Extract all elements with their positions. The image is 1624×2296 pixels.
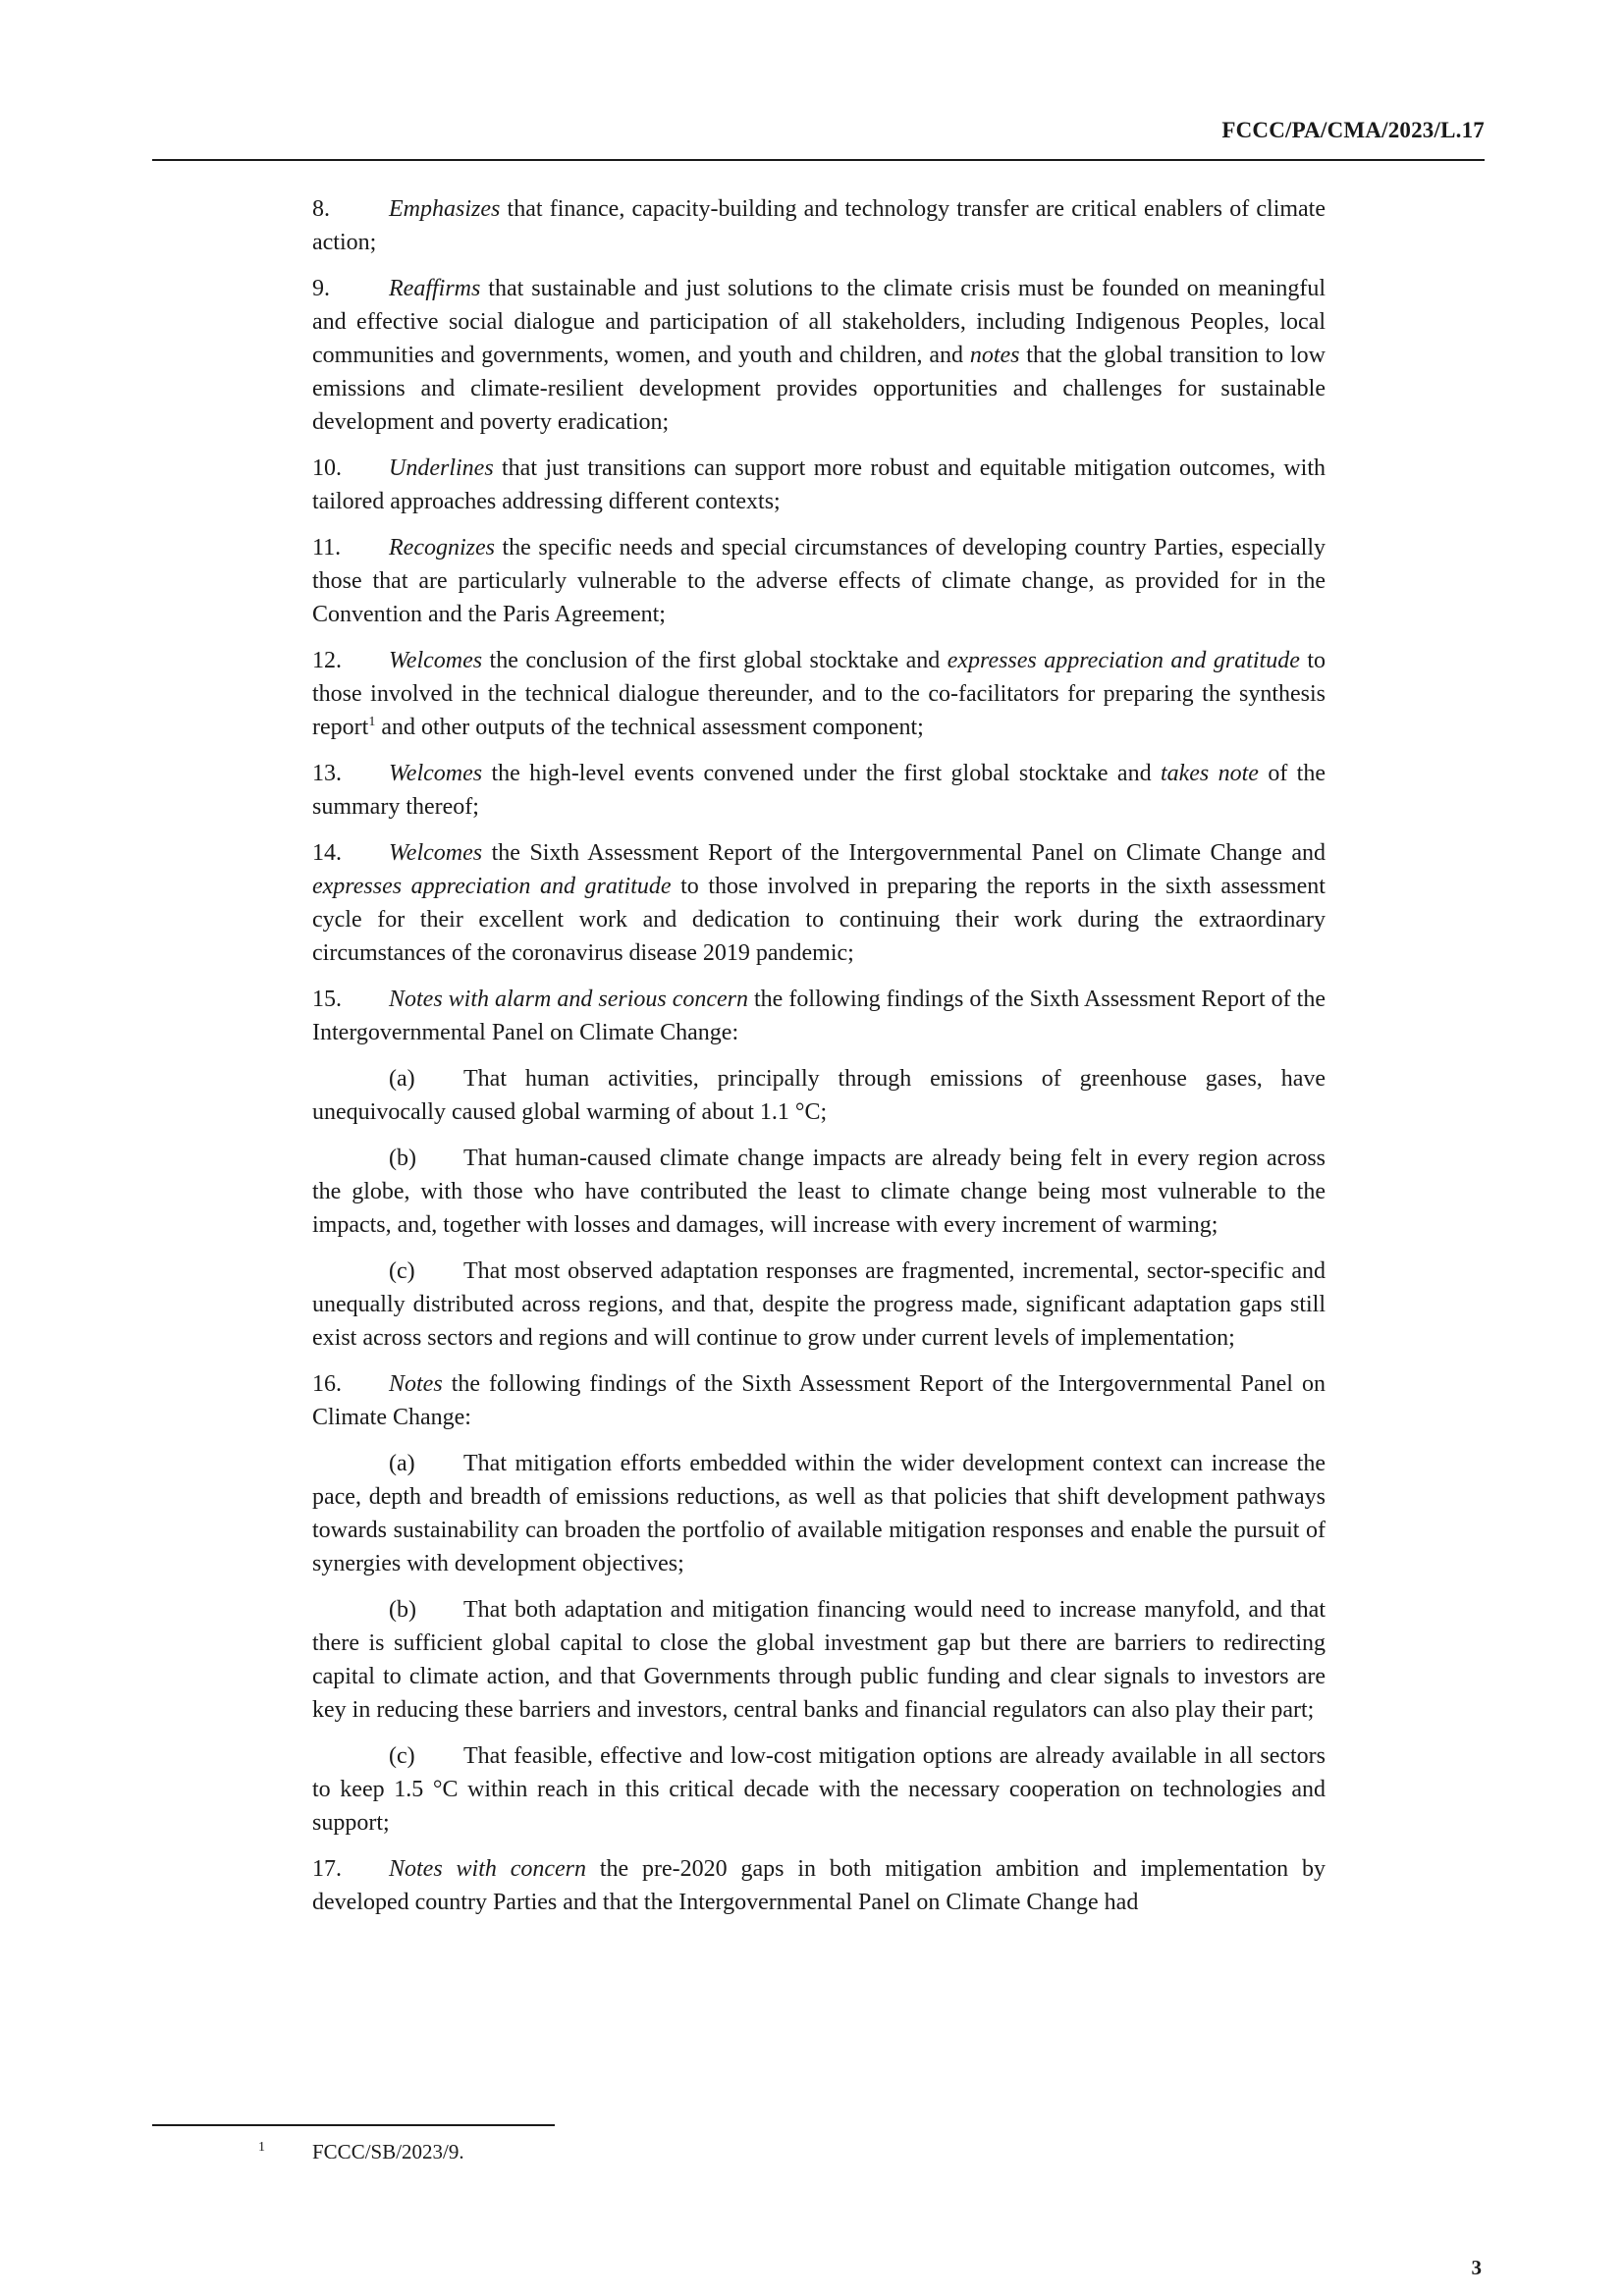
- sub-paragraph: [312, 1062, 1326, 1129]
- paragraph-number: 17.: [312, 1856, 342, 1882]
- operative-verb: Recognizes: [389, 535, 495, 561]
- operative-verb: Emphasizes: [389, 196, 501, 222]
- sub-paragraph: [312, 1255, 1326, 1355]
- paragraph-number: 16.: [312, 1371, 342, 1397]
- sub-paragraph-label: (c): [389, 1743, 415, 1769]
- paragraph-number: 13.: [312, 761, 342, 786]
- paragraph: [312, 1852, 1326, 1919]
- paragraph: [312, 452, 1326, 518]
- paragraph: [312, 983, 1326, 1049]
- paragraph-text: the following findings of the Sixth Assessment Report of the Intergovernmental Panel on Climate Change:: [312, 1371, 1326, 1430]
- paragraph-text: That both adaptation and mitigation financing would need to increase manyfold, and that there is sufficient global capital to close the global investment gap but there are barriers to redirecting capital to climate action, and that Governments through public funding and clear signals to investors are key in reducing these barriers and investors, central banks and financial regulators can also play their part;: [312, 1597, 1326, 1723]
- paragraph-number: 9.: [312, 276, 330, 301]
- sub-paragraph: [312, 1739, 1326, 1840]
- paragraph-text: the specific needs and special circumstances of developing country Parties, especially those that are particularly vulnerable to the adverse effects of climate change, as provided for in the Convention and the Paris Agreement;: [312, 535, 1326, 627]
- footnote-divider: [152, 2124, 555, 2126]
- paragraph: [312, 644, 1326, 744]
- paragraph-text: that the global transition to low emissions and climate-resilient development provides opportunities and challenges for sustainable development and poverty eradication;: [312, 343, 1326, 435]
- paragraph-text: the following findings of the Sixth Assessment Report of the Intergovernmental Panel on Climate Change:: [312, 987, 1326, 1045]
- paragraph-text: to those involved in preparing the reports in the sixth assessment cycle for their excellent work and dedication to continuing their work during the extraordinary circumstances of the coronavirus disease 2019 pandemic;: [312, 874, 1326, 966]
- paragraph-text: That human activities, principally through emissions of greenhouse gases, have unequivocally caused global warming of about 1.1 °C;: [312, 1066, 1326, 1125]
- document-symbol: FCCC/PA/CMA/2023/L.17: [1221, 118, 1485, 142]
- operative-verb: Welcomes: [389, 648, 483, 673]
- paragraph-text: the pre-2020 gaps in both mitigation ambition and implementation by developed country Parties and that the Intergovernmental Panel on Climate Change had: [312, 1856, 1326, 1915]
- document-body: [312, 192, 1326, 1932]
- paragraph: [312, 757, 1326, 824]
- paragraph-text: to those involved in the technical dialogue thereunder, and to the co-facilitators for preparing the synthesis report: [312, 648, 1326, 740]
- paragraph-text: That mitigation efforts embedded within the wider development context can increase the pace, depth and breadth of emissions reductions, as well as that policies that shift development pathways towards sustainability can broaden the portfolio of available mitigation responses and enable the pursuit of synergies with development objectives;: [312, 1451, 1326, 1576]
- sub-paragraph: [312, 1447, 1326, 1580]
- paragraph-number: 8.: [312, 196, 330, 222]
- paragraph-text: That human-caused climate change impacts are already being felt in every region across the globe, with those who have contributed the least to climate change being most vulnerable to the impacts, and, together with losses and damages, will increase with every increment of warming;: [312, 1146, 1326, 1238]
- operative-verb: takes note: [1160, 761, 1259, 786]
- footnote-reference: 1: [368, 715, 376, 729]
- paragraph-text: That feasible, effective and low-cost mitigation options are already available in all sectors to keep 1.5 °C within reach in this critical decade with the necessary cooperation on technologies and support;: [312, 1743, 1326, 1836]
- paragraph-number: 10.: [312, 455, 342, 481]
- paragraph: [312, 531, 1326, 631]
- paragraph-number: 15.: [312, 987, 342, 1012]
- operative-verb: expresses appreciation and gratitude: [947, 648, 1300, 673]
- page-number: 3: [1471, 2256, 1482, 2279]
- header-divider: [152, 159, 1485, 161]
- paragraph-text: the Sixth Assessment Report of the Intergovernmental Panel on Climate Change and: [482, 840, 1326, 866]
- operative-verb: Notes: [389, 1371, 443, 1397]
- sub-paragraph: [312, 1593, 1326, 1727]
- operative-verb: Welcomes: [389, 761, 483, 786]
- sub-paragraph: [312, 1142, 1326, 1242]
- operative-verb: Reaffirms: [389, 276, 481, 301]
- paragraph-text: the high-level events convened under the first global stocktake and: [482, 761, 1161, 786]
- operative-verb: expresses appreciation and gratitude: [312, 874, 672, 899]
- paragraph-number: 11.: [312, 535, 342, 561]
- paragraph-text: that just transitions can support more robust and equitable mitigation outcomes, with tailored approaches addressing different contexts;: [312, 455, 1326, 514]
- paragraph-number: 14.: [312, 840, 342, 866]
- paragraph: [312, 836, 1326, 970]
- sub-paragraph-label: (b): [389, 1146, 416, 1171]
- paragraph-text: that finance, capacity-building and technology transfer are critical enablers of climate action;: [312, 196, 1326, 255]
- operative-verb: Welcomes: [389, 840, 483, 866]
- sub-paragraph-label: (b): [389, 1597, 416, 1623]
- footnote-text: FCCC/SB/2023/9.: [312, 2140, 464, 2163]
- operative-verb: Underlines: [389, 455, 494, 481]
- paragraph: [312, 192, 1326, 259]
- footnote: [258, 2138, 464, 2165]
- paragraph-text: of the summary thereof;: [312, 761, 1326, 820]
- paragraph: [312, 1367, 1326, 1434]
- paragraph: [312, 272, 1326, 439]
- footnote-number: 1: [258, 2140, 265, 2155]
- paragraph-text: That most observed adaptation responses are fragmented, incremental, sector-specific and unequally distributed across regions, and that, despite the progress made, significant adaptation gaps still exist across sectors and regions and will continue to grow under current levels of implementation;: [312, 1258, 1326, 1351]
- paragraph-number: 12.: [312, 648, 342, 673]
- paragraph-text: and other outputs of the technical assessment component;: [375, 715, 924, 740]
- sub-paragraph-label: (c): [389, 1258, 415, 1284]
- operative-verb: Notes with alarm and serious concern: [389, 987, 749, 1012]
- paragraph-text: the conclusion of the first global stocktake and: [482, 648, 947, 673]
- sub-paragraph-label: (a): [389, 1451, 415, 1476]
- paragraph-text: that sustainable and just solutions to the climate crisis must be founded on meaningful and effective social dialogue and participation of all stakeholders, including Indigenous Peoples, local communities and governments, women, and youth and children, and: [312, 276, 1326, 368]
- sub-paragraph-label: (a): [389, 1066, 415, 1092]
- operative-verb: Notes with concern: [389, 1856, 586, 1882]
- operative-verb: notes: [969, 343, 1020, 368]
